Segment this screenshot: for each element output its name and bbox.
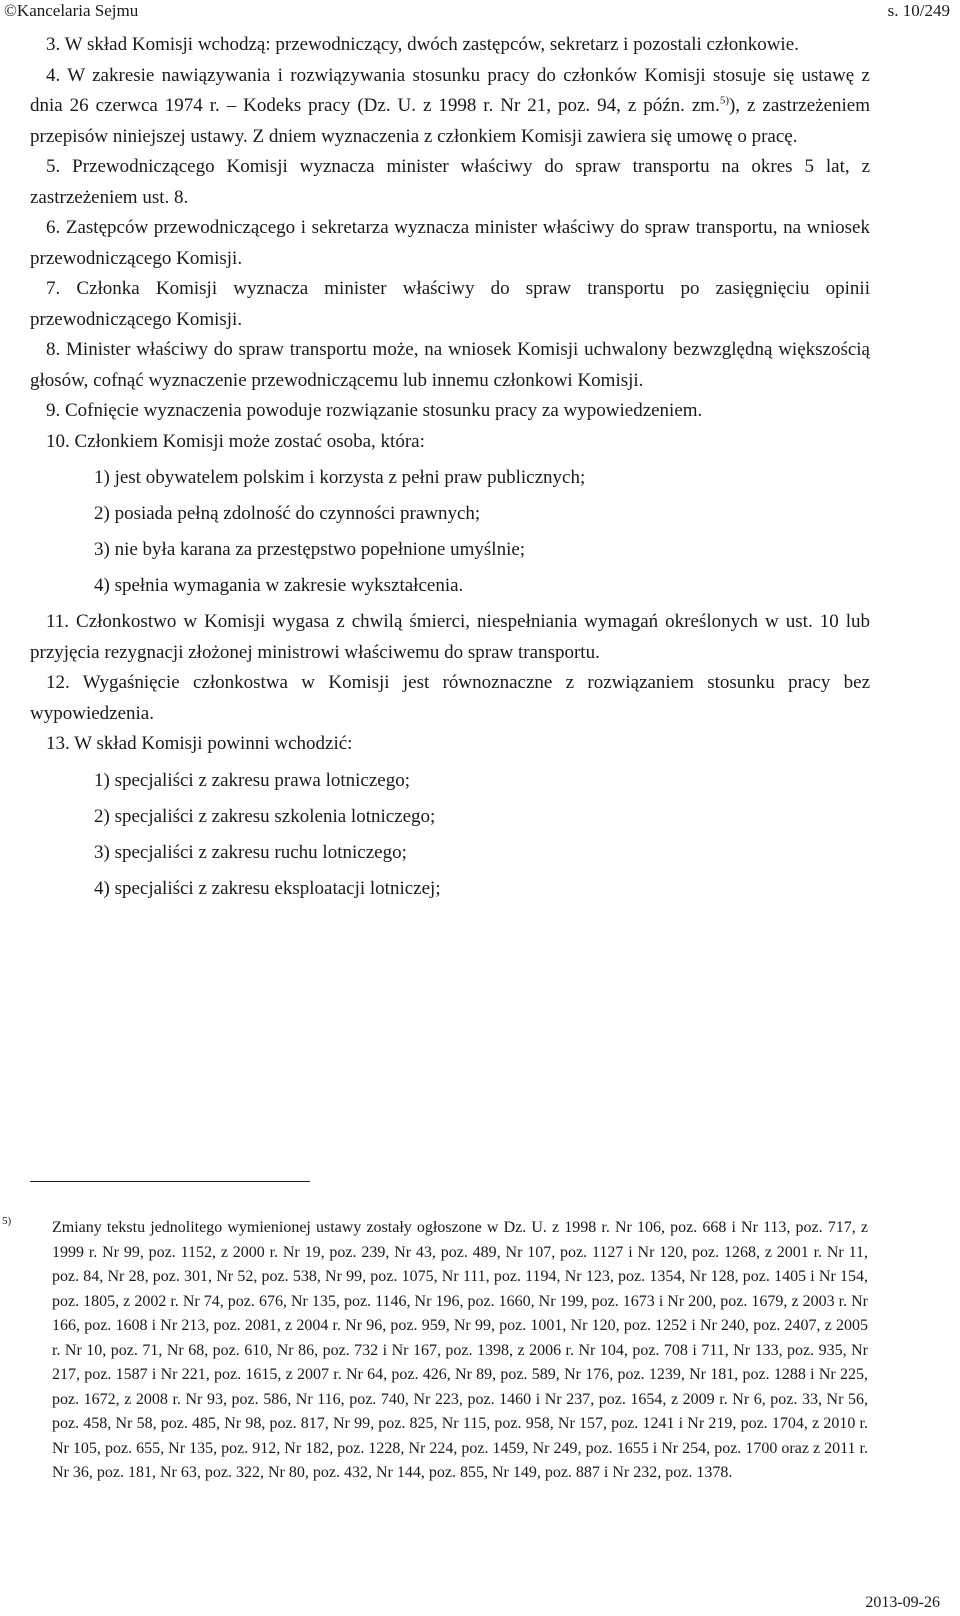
list-item-10-1: 1) jest obywatelem polskim i korzysta z pełni praw publicznych; <box>94 467 586 488</box>
paragraph-4-part-1: 4. W zakresie nawiązywania i rozwiązywania stosunku pracy do członków Komisji stosuje się ustawę z dnia 26 czerwca 1974 r. – Kodeks pracy (Dz. U. z 1998 r. Nr 21, poz. 94, z późn. zm. <box>30 64 870 116</box>
paragraph-5: 5. Przewodniczącego Komisji wyznacza minister właściwy do spraw transportu na okres 5 lat, z zastrzeżeniem ust. 8. <box>30 156 870 208</box>
list-item-13-4: 4) specjaliści z zakresu eksploatacji lotniczej; <box>94 877 441 899</box>
footnote-text: Zmiany tekstu jednolitego wymienionej ustawy zostały ogłoszone w Dz. U. z 1998 r. Nr 106, poz. 668 i Nr 113, poz. 717, z 1999 r. Nr 99, poz. 1152, z 2000 r. Nr 19, poz. 239, Nr 43, poz. 489, Nr 107, poz. 1127 i Nr 120, poz. 1268, z 2001 r. Nr 11, poz. 84, Nr 28, poz. 301, Nr 52, poz. 538, Nr 99, poz. 1075, Nr 111, poz. 1194, Nr 123, poz. 1354, Nr 128, poz. 1405 i Nr 154, poz. 1805, z 2002 r. Nr 74, poz. 676, Nr 135, poz. 1146, Nr 196, poz. 1660, Nr 199, poz. 1673 i Nr 200, poz. 1679, z 2003 r. Nr 166, poz. 1608 i Nr 213, poz. 2081, z 2004 r. Nr 96, poz. 959, Nr 99, poz. 1001, Nr 120, poz. 1252 i Nr 240, poz. 2407, z 2005 r. Nr 10, poz. 71, Nr 68, poz. 610, Nr 86, poz. 732 i Nr 167, poz. 1398, z 2006 r. Nr 104, poz. 708 i 711, Nr 133, poz. 935, Nr 217, poz. 1587 i Nr 221, poz. 1615, z 2007 r. Nr 64, poz. 426, Nr 89, poz. 589, Nr 176, poz. 1239, Nr 181, poz. 1288 i Nr 225, poz. 1672, z 2008 r. Nr 93, poz. 586, Nr 116, poz. 740, Nr 223, poz. 1460 i Nr 237, poz. 1654, z 2009 r. Nr 6, poz. 33, Nr 56, poz. 458, Nr 58, poz. 485, Nr 98, poz. 817, Nr 99, poz. 825, Nr 115, poz. 958, Nr 157, poz. 1241 i Nr 219, poz. 1704, z 2010 r. Nr 105, poz. 655, Nr 135, poz. 912, Nr 182, poz. 1228, Nr 224, poz. 1459, Nr 249, poz. 1655 i Nr 254, poz. 1700 oraz z 2011 r. Nr 36, poz. 181, Nr 63, poz. 322, Nr 80, poz. 432, Nr 144, poz. 855, Nr 149, poz. 887 i Nr 232, poz. 1378. <box>52 1219 868 1481</box>
paragraph-11: 11. Członkostwo w Komisji wygasa z chwilą śmierci, niespełniania wymagań określonych w ust. 10 lub przyjęcia rezygnacji złożonej ministrowi właściwemu do spraw transportu. <box>30 611 870 663</box>
paragraph-8: 8. Minister właściwy do spraw transportu może, na wniosek Komisji uchwalony bezwzględną większością głosów, cofnąć wyznaczenie przewodniczącemu lub innemu członkowi Komisji. <box>30 339 870 391</box>
paragraph-4-part-2: ), z zastrzeżeniem przepisów niniejszej ustawy. Z dniem wyznaczenia z członkiem Komisji zawiera się umowę o pracę. <box>30 95 870 147</box>
footnote-divider <box>30 1181 310 1182</box>
paragraph-4 <box>30 61 870 153</box>
paragraph-7: 7. Członka Komisji wyznacza minister właściwy do spraw transportu po zasięgnięciu opinii przewodniczącego Komisji. <box>30 278 870 330</box>
list-item-10-4: 4) spełnia wymagania w zakresie wykształcenia. <box>94 575 464 596</box>
list-item-13-3: 3) specjaliści z zakresu ruchu lotniczego; <box>94 841 407 863</box>
footnote-mark: 5) <box>2 1215 12 1227</box>
list-item-13-2: 2) specjaliści z zakresu szkolenia lotniczego; <box>94 805 436 827</box>
paragraph-9: 9. Cofnięcie wyznaczenia powoduje rozwiązanie stosunku pracy za wypowiedzeniem. <box>46 400 703 421</box>
header-page-number: s. 10/249 <box>887 1 950 20</box>
paragraph-10: 10. Członkiem Komisji może zostać osoba, która: <box>46 430 425 452</box>
paragraph-13: 13. W skład Komisji powinni wchodzić: <box>46 733 353 754</box>
document-date: 2013-09-26 <box>865 1594 940 1611</box>
list-item-13-1: 1) specjaliści z zakresu prawa lotniczego; <box>94 769 410 791</box>
document-body <box>30 30 870 910</box>
footnote-reference[interactable]: 5) <box>719 94 729 107</box>
paragraph-3: 3. W skład Komisji wchodzą: przewodniczący, dwóch zastępców, sekretarz i pozostali członkowie. <box>46 34 799 55</box>
list-item-10-3: 3) nie była karana za przestępstwo popełnione umyślnie; <box>94 539 526 560</box>
list-item-10-2: 2) posiada pełną zdolność do czynności prawnych; <box>94 503 481 524</box>
header-copyright: ©Kancelaria Sejmu <box>4 1 139 20</box>
paragraph-12: 12. Wygaśnięcie członkostwa w Komisji jest równoznaczne z rozwiązaniem stosunku pracy bez wypowiedzenia. <box>30 672 870 724</box>
paragraph-6: 6. Zastępców przewodniczącego i sekretarza wyznacza minister właściwy do spraw transportu, na wniosek przewodniczącego Komisji. <box>30 217 870 269</box>
footnote <box>2 1215 868 1486</box>
